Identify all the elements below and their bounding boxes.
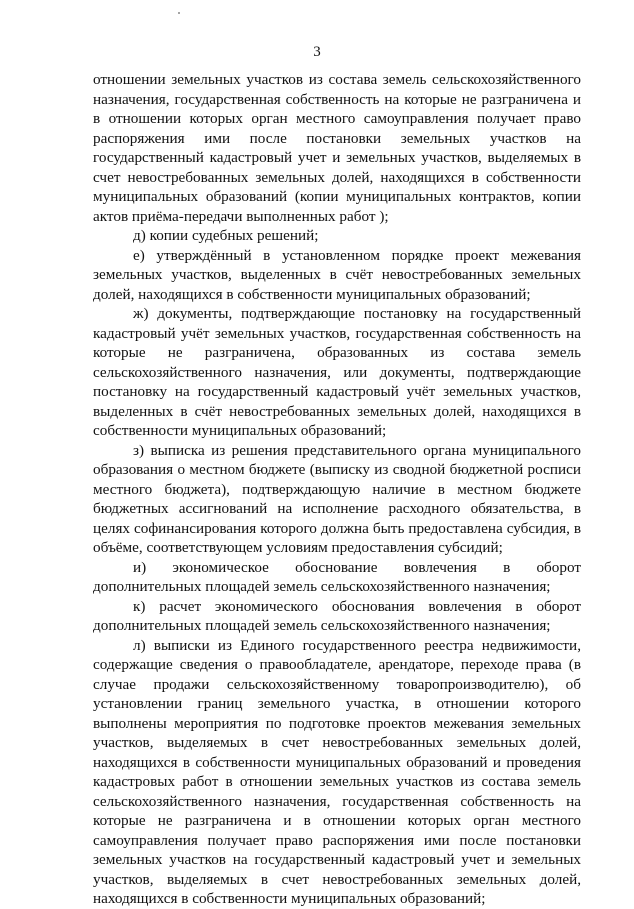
- paragraph-item-zh: ж) документы, подтверждающие постановку на государственный кадастровый учёт земельных участков, государственная собственность на которые не разграничена, образованных из состава земель сельскохозяйственного назначения, или документы, подтверждающие постановку на государственный кадастровый учёт земельных участков, выделенных в счёт невостребованных земельных долей, находящихся в собственности муниципальных образований;: [93, 305, 581, 439]
- paragraph-item-l: л) выписки из Единого государственного реестра недвижимости, содержащие сведения о правообладателе, арендаторе, переходе права (в случае продажи сельскохозяйственному товаропроизводителю), об установлении границ земельного участка, в отношении которого выполнены мероприятия по подготовке проектов межевания земельных участков, выделяемых в счет невостребованных земельных долей, находящихся в собственности муниципальных образований и проведения кадастровых работ в отношении земельных участков из состава земель сельскохозяйственного назначения, государственная собственность на которые не разграничена и в отношении которых орган местного самоуправления получает право распоряжения ими после постановки земельных участков на государственный кадастровый учет и земельных участков, выделяемых в счет невостребованных земельных долей, находящихся в собственности муниципальных образований;: [93, 636, 581, 907]
- paragraph-item-d: д) копии судебных решений;: [133, 227, 319, 244]
- scan-speck: [178, 12, 180, 14]
- paragraph-item-e: е) утверждённый в установленном порядке проект межевания земельных участков, выделенных в счёт невостребованных земельных долей, находящихся в собственности муниципальных образований;: [93, 246, 581, 303]
- document-body: [93, 70, 581, 909]
- page-number: 3: [313, 44, 321, 60]
- paragraph-item-z: з) выписка из решения представительного органа муниципального образования о местном бюджете (выписку из сводной бюджетной росписи местного бюджета), подтверждающую наличие в местном бюджете бюджетных ассигнований на исполнение расходного обязательства, в целях софинансирования которого должна быть предоставлена субсидия, в объёме, соответствующем условиям предоставления субсидий;: [93, 441, 581, 556]
- paragraph-item-k: к) расчет экономического обоснования вовлечения в оборот дополнительных площадей земель сельскохозяйственного назначения;: [93, 597, 581, 634]
- paragraph-item-i: и) экономическое обоснование вовлечения в оборот дополнительных площадей земель сельскохозяйственного назначения;: [93, 558, 581, 595]
- paragraph-continuation: отношении земельных участков из состава земель сельскохозяйственного назначения, государственная собственность на которые не разграничена и в отношении которых орган местного самоуправления получает право распоряжения ими после постановки земельных участков на государственный кадастровый учет и земельных участков, выделяемых в счет невостребованных земельных долей, находящихся в собственности муниципальных образований (копии муниципальных контрактов, копии актов приёма-передачи выполненных работ );: [93, 71, 581, 225]
